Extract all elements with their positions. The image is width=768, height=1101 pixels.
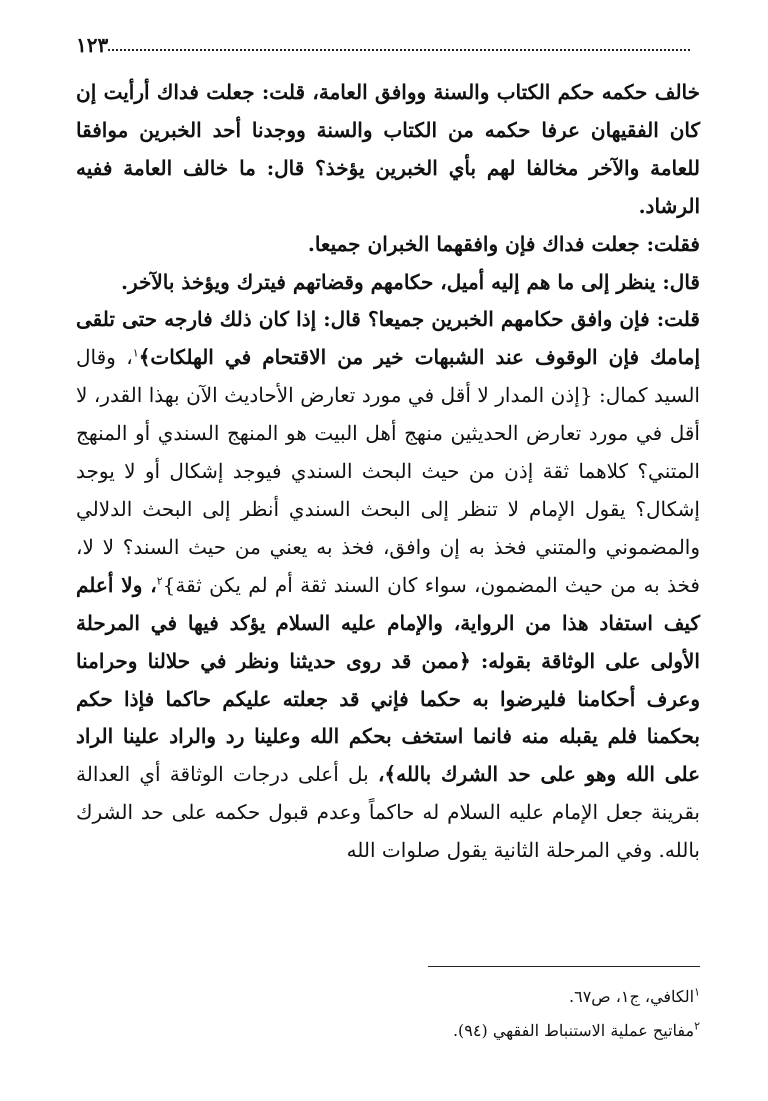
header-dotted-line: [108, 39, 690, 51]
footnote-2-text: مفاتيح عملية الاستنباط الفقهي (٩٤).: [452, 1021, 695, 1040]
footnote-1-number: ١: [694, 985, 700, 999]
quote-bold: قلت: فإن وافق حكامهم الخبرين جميعا؟ قال: إذا كان ذلك فارجه حتى تلقى إمامك فإن الوقوف عند الشبهات خير من الاقتحام في الهلكات﴾: [76, 307, 701, 370]
page-header: [76, 32, 700, 58]
footnote-2-number: ٢: [694, 1019, 700, 1033]
paragraph-3: قال: ينظر إلى ما هم إليه أميل، حكامهم وقضاتهم فيترك ويؤخذ بالآخر.: [121, 269, 700, 294]
footnotes: [76, 980, 700, 1048]
footnote-separator: [428, 966, 700, 967]
footnote-ref-2: ٢: [156, 574, 163, 588]
footnote-ref-1: ١: [132, 346, 139, 360]
quote-sayyid-kamal: ، وقال السيد كمال: {إذن المدار لا أقل في مورد تعارض الأحاديث الآن بهذا القدر، لا أقل في مورد تعارض الحديثين منهج أهل البيت هو المنهج السندي أو المنهج المتني؟ كلاهما ثقة إذن من حيث البحث السندي فيوجد إشكال أو لا يوجد إشكال؟ يقول الإمام لا تنظر إلى البحث السندي أنظر إلى البحث الدلالي والمضموني والمتني فخذ به إن وافق، فخذ به يعني من حيث السند؟ لا لا، فخذ به من حيث المضمون، سواء كان السند ثقة أم لم يكن ثقة}: [76, 345, 700, 597]
body-text: [76, 74, 700, 870]
commentary-bold: ، ولا أعلم كيف استفاد هذا من الرواية، والإمام عليه السلام يؤكد فيها في المرحلة الأولى على الوثاقة بقوله: ﴿ممن قد روى حديثنا ونظر في حلالنا وحرامنا وعرف أحكامنا فليرضوا به حكما فإني قد جعلته عليكم حاكما فإذا حكم بحكمنا فلم يقبله منه فانما استخف بحكم الله وعلينا رد والراد علينا الراد على الله وهو على حد الشرك بالله﴾،: [76, 572, 701, 787]
footnote-1-text: الكافي، ج١، ص٦٧.: [569, 987, 695, 1006]
page-number: ١٢٣: [76, 33, 109, 57]
footnote-2: [76, 1014, 700, 1048]
commentary-normal: بل أعلى درجات الوثاقة أي العدالة بقرينة جعل الإمام عليه السلام له حاكماً وعدم قبول حكمه على حد الشرك بالله. وفي المرحلة الثانية يقول صلوات الله: [76, 762, 700, 863]
paragraph-2: فقلت: جعلت فداك فإن وافقهما الخبران جميعا.: [307, 231, 700, 256]
paragraph-1: خالف حكمه حكم الكتاب والسنة ووافق العامة، قلت: جعلت فداك أرأيت إن كان الفقيهان عرفا حكمه من الكتاب والسنة ووجدنا أحد الخبرين موافقا للعامة والآخر مخالفا لهم بأي الخبرين يؤخذ؟ قال: ما خالف العامة ففيه الرشاد.: [76, 80, 700, 218]
footnote-1: [76, 980, 700, 1014]
paragraph-4: [76, 301, 700, 870]
